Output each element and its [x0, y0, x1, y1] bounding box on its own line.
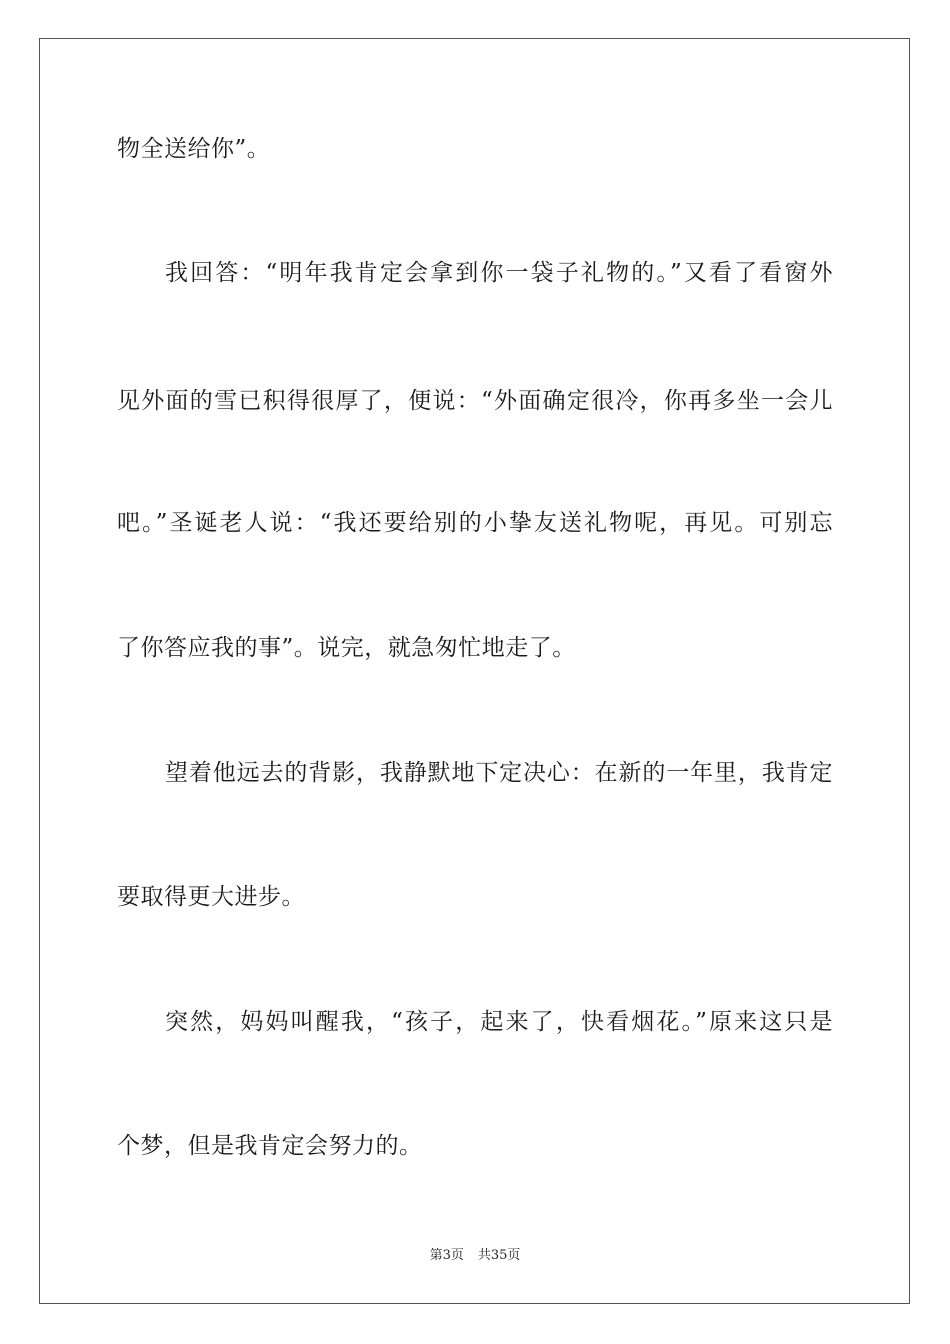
text-line: 物全送给你”。: [117, 136, 271, 162]
text-line: 见外面的雪已积得很厚了，便说：“外面确定很冷，你再多坐一会儿: [117, 388, 833, 414]
text-line: 个梦，但是我肯定会努力的。: [117, 1133, 423, 1159]
text-line: 我回答：“明年我肯定会拿到你一袋子礼物的。”又看了看窗外: [165, 260, 833, 286]
text-line: 要取得更大进步。: [117, 884, 305, 910]
page-footer: [0, 1247, 950, 1265]
text-line: 突然，妈妈叫醒我，“孩子，起来了，快看烟花。”原来这只是: [165, 1009, 833, 1035]
total-page-count: 共35页: [477, 1248, 521, 1263]
text-line: 吧。”圣诞老人说：“我还要给别的小挚友送礼物呢，再见。可别忘: [117, 510, 833, 536]
current-page-number: 第3页: [429, 1248, 464, 1263]
text-line: 望着他远去的背影，我静默地下定决心：在新的一年里，我肯定: [165, 760, 833, 786]
page-frame: [39, 38, 910, 1304]
text-line: 了你答应我的事”。说完，就急匆忙地走了。: [117, 635, 576, 661]
